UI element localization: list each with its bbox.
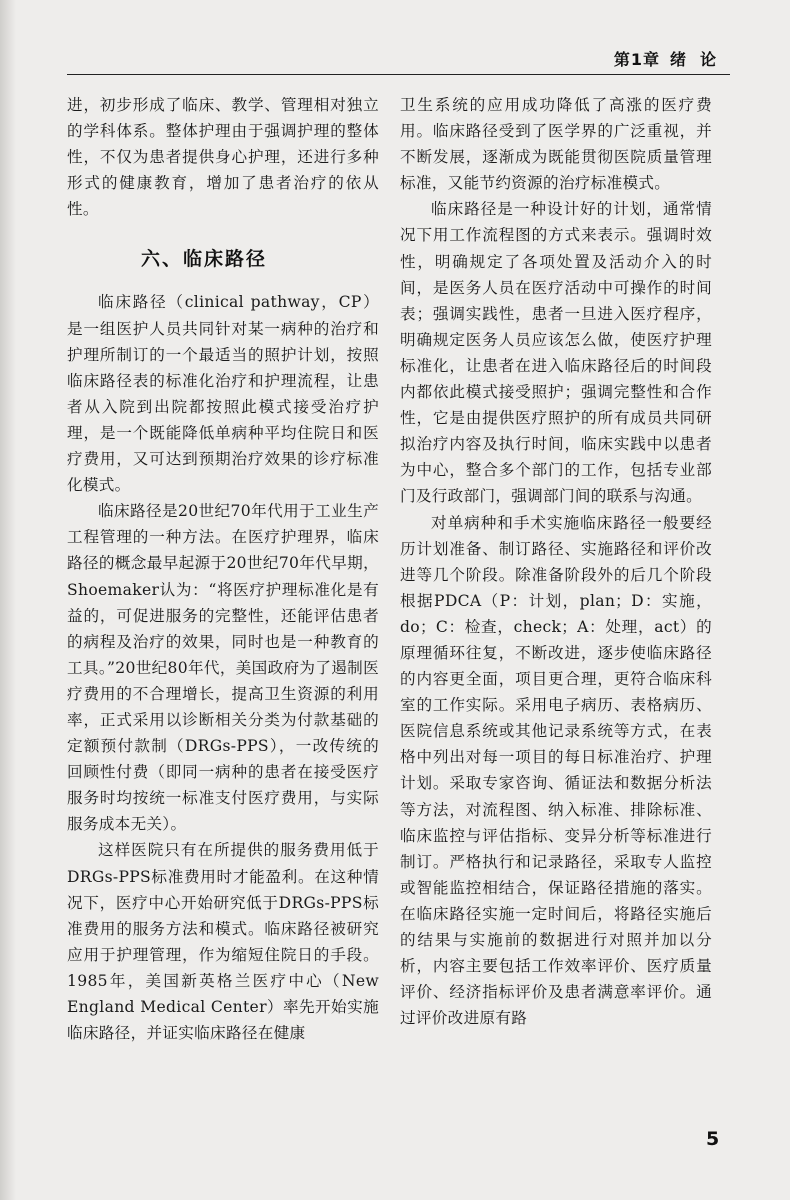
running-header [540,47,730,70]
chapter-title: 绪论 [669,50,730,69]
paragraph-continued: 卫生系统的应用成功降低了高涨的医疗费用。临床路径受到了医学界的广泛重视，并不断发展，逐渐成为既能贯彻医院质量管理标准，又能节约资源的治疗标准模式。 [400,96,712,193]
paragraph-drgs: 这样医院只有在所提供的服务费用低于DRGs-PPS标准费用时才能盈利。在这种情况下，医疗中心开始研究低于DRGs-PPS标准费用的服务方法和模式。临床路径被研究应用于护理管理，作为缩短住院日的手段。1985年，美国新英格兰医疗中心（New England Medical Center）率先开始实施临床路径，并证实临床路径在健康 [67,841,379,1043]
header-rule [67,74,730,75]
page-number: 5 [706,1128,720,1150]
paragraph-history: 临床路径是20世纪70年代用于工业生产工程管理的一种方法。在医疗护理界，临床路径的概念最早起源于20世纪70年代早期，Shoemaker认为：“将医疗护理标准化是有益的，可促进服务的完整性，还能评估患者的病程及治疗的效果，同时也是一种教育的工具。”20世纪80年代，美国政府为了遏制医疗费用的不合理增长，提高卫生资源的利用率，正式采用以诊断相关分类为付款基础的定额预付款制（DRGs-PPS），一改传统的回顾性付费（即同一病种的患者在接受医疗服务时均按统一标准支付医疗费用，与实际服务成本无关）。 [67,502,379,834]
paragraph-definition: 临床路径（clinical pathway，CP）是一组医护人员共同针对某一病种的治疗和护理所制订的一个最适当的照护计划，按照临床路径表的标准化治疗和护理流程，让患者从入院到出院都按照此模式接受治疗护理，是一个既能降低单病种平均住院日和医疗费用，又可达到预期治疗效果的诊疗标准化模式。 [67,293,379,495]
page-edge-shadow [0,0,16,1200]
paragraph-plan: 临床路径是一种设计好的计划，通常情况下用工作流程图的方式来表示。强调时效性，明确规定了各项处置及活动介入的时间，是医务人员在医疗活动中可操作的时间表；强调实践性，患者一旦进入医疗程序，明确规定医务人员应该怎么做，使医疗护理标准化，让患者在进入临床路径后的时间段内都依此模式接受照护；强调完整性和合作性，它是由提供医疗照护的所有成员共同研拟治疗内容及执行时间，临床实践中以患者为中心，整合多个部门的工作，包括专业部门及行政部门，强调部门间的联系与沟通。 [400,200,712,506]
left-column [67,92,379,1046]
section-heading: 六、临床路径 [141,248,268,271]
paragraph-continued: 进，初步形成了临床、教学、管理相对独立的学科体系。整体护理由于强调护理的整体性，不仅为患者提供身心护理，还进行多种形式的健康教育，增加了患者治疗的依从性。 [67,96,379,219]
chapter-label: 第1章 [613,50,660,69]
paragraph-pdca: 对单病种和手术实施临床路径一般要经历计划准备、制订路径、实施路径和评价改进等几个阶段。除准备阶段外的后几个阶段根据PDCA（P：计划，plan；D：实施，do；C：检查，check；A：处理，act）的原理循环往复，不断改进，逐步使临床路径的内容更全面，项目更合理，更符合临床科室的工作实际。采用电子病历、表格病历、医院信息系统或其他记录系统等方式，在表格中列出对每一项目的每日标准治疗、护理计划。采取专家咨询、循证法和数据分析法等方法，对流程图、纳入标准、排除标准、临床监控与评估指标、变异分析等标准进行制订。严格执行和记录路径，采取专人监控或智能监控相结合，保证路径措施的落实。在临床路径实施一定时间后，将路径实施后的结果与实施前的数据进行对照并加以分析，内容主要包括工作效率评价、医疗质量评价、经济指标评价及患者满意率评价。通过评价改进原有路 [400,513,712,1028]
right-column [400,92,712,1031]
